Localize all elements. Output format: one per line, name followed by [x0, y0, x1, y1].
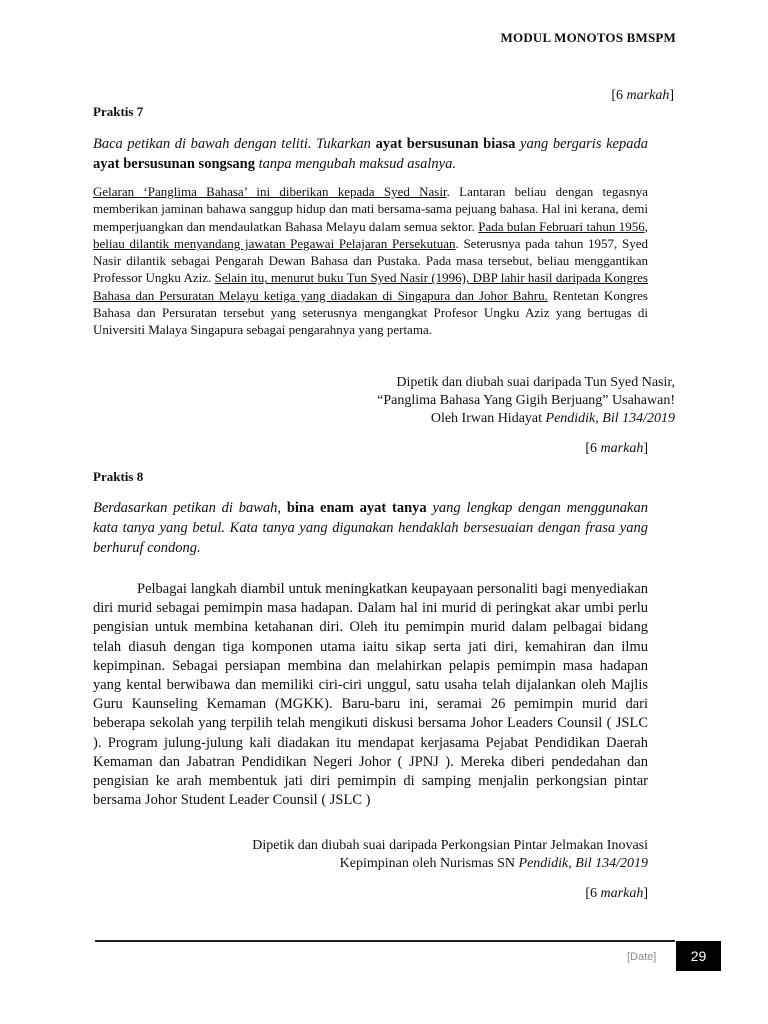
praktis-7-passage: Gelaran ‘Panglima Bahasa’ ini diberikan kepada Syed Nasir. Lantaran beliau dengan tegasnya memberikan jaminan bahawa sanggup hidup dan mati bersama-sama pejuang bahasa. Hal ini kerana, demi memperjuangkan dan mendaulatkan Bahasa Melayu dalam semua sektor. Pada bulan Februari tahun 1956, beliau dilantik menyandang jawatan Pegawai Pelajaran Persekutuan. Seterusnya pada tahun 1957, Syed Nasir dilantik sebagai Pengarah Dewan Bahasa dan Pustaka. Pada masa tersebut, beliau menggantikan Professor Ungku Aziz. Selain itu, menurut buku Tun Syed Nasir (1996), DBP lahir hasil daripada Kongres Bahasa dan Persuratan Melayu ketiga yang diadakan di Singapura dan Johor Bahru. Rentetan Kongres Bahasa dan Persuratan tersebut yang seterusnya mengangkat Profesor Ungku Aziz yang bertugas di Universiti Malaya Singapura sebagai pengarahnya yang pertama. [93, 184, 648, 338]
praktis-8-instruction: Berdasarkan petikan di bawah, bina enam ayat tanya yang lengkap dengan menggunakan kata tanya yang betul. Kata tanya yang digunakan hendaklah bersesuaian dengan frasa yang berhuruf condong. [93, 500, 648, 556]
footer-date: [Date] [627, 951, 657, 963]
underlined-sentence-1: Gelaran ‘Panglima Bahasa’ ini diberikan kepada Syed Nasir [93, 184, 447, 199]
praktis-7-instruction: Baca petikan di bawah dengan teliti. Tukarkan ayat bersusunan biasa yang bergaris kepada ayat bersusunan songsang tanpa mengubah maksud asalnya. [93, 136, 648, 172]
praktis-8-marks: [6 markah] [585, 886, 648, 901]
praktis-7-source [377, 374, 675, 428]
praktis-8-passage: Pelbagai langkah diambil untuk meningkatkan keupayaan personaliti bagi menyediakan diri murid sebagai pemimpin masa hadapan. Dalam hal ini murid di peringkat akar umbi perlu pengisian untuk membina ketahanan diri. Oleh itu pemimpin murid dalam pelbagai bidang telah diasuh dengan tiga komponen utama iaitu sikap serta jati diri, kemahiran dan ilmu kepimpinan. Sebagai persiapan membina dan melahirkan pelapis pemimpin masa hadapan yang kental berwibawa dan memiliki ciri-ciri unggul, satu usaha telah dijalankan oleh Majlis Guru Kaunseling Kemaman (MGKK). Baru-baru ini, seramai 26 pemimpin murid dari beberapa sekolah yang terpilih telah mengikuti diskusi bersama Johor Leaders Counsil ( JSLC ). Program julung-julung kali diadakan itu mendapat kerjasama Pejabat Pendidikan Daerah Kemaman dan Jabatran Pendidikan Negeri Johor ( JPNJ ). Mereka diberi pendedahan dan pengisian ke arah membentuk jati diri pemimpin di samping menjalin perkongsian pintar bersama Johor Student Leader Counsil ( JSLC ) [93, 581, 648, 809]
source-line-1: Dipetik dan diubah suai daripada Tun Syed Nasir, [396, 375, 675, 390]
footer-rule [95, 940, 675, 942]
page-number: 29 [676, 941, 721, 971]
underlined-sentence-2: Pada bulan Februari tahun 1956, beliau dilantik menyandang jawatan Pegawai Pelajaran Persekutuan [93, 218, 648, 251]
marks-label-top: [6 markah] [611, 88, 674, 103]
praktis-7-marks: [6 markah] [585, 441, 648, 456]
source-line-2: “Panglima Bahasa Yang Gigih Berjuang” Usahawan! [377, 393, 675, 408]
praktis-8-heading: Praktis 8 [93, 469, 144, 484]
source-line-3: Oleh Irwan Hidayat Pendidik, Bil 134/2019 [430, 411, 675, 426]
source-line-2: Kepimpinan oleh Nurismas SN Pendidik, Bil 134/2019 [339, 856, 648, 871]
running-header: MODUL MONOTOS BMSPM [500, 30, 676, 45]
praktis-8-source [252, 837, 648, 873]
source-line-1: Dipetik dan diubah suai daripada Perkongsian Pintar Jelmakan Inovasi [252, 838, 648, 853]
praktis-7-heading: Praktis 7 [93, 104, 144, 119]
underlined-sentence-3: Selain itu, menurut buku Tun Syed Nasir (1996), DBP lahir hasil daripada Kongres Bahasa dan Persuratan Melayu ketiga yang diadakan di Singapura dan Johor Bahru. [93, 270, 648, 303]
